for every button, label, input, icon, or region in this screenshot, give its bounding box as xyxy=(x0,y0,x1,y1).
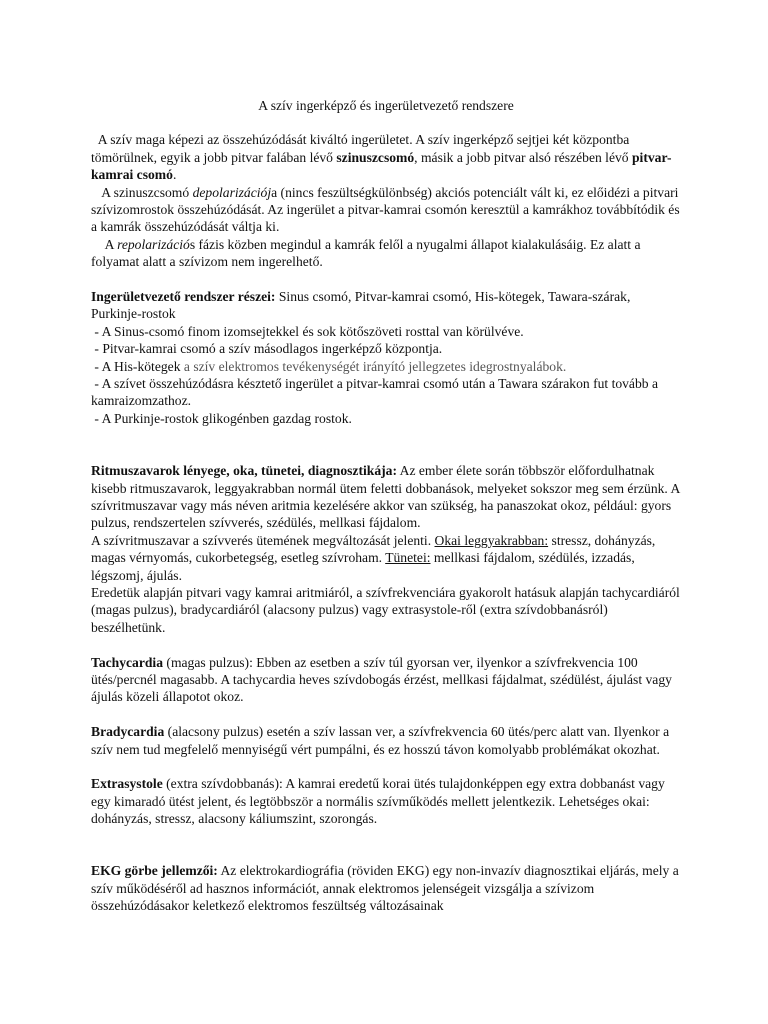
arrhythmia-text: Az ember élete során többször előfordulhatnak kisebb ritmuszavarok, leggyakrabban normál ütem feletti dobbanások, melyeket sokszor meg sem érzünk. A szívritmuszavar vagy más néven aritmia kezelésére akkor van szükség, ha panaszokat okoz, például: gyors pulzus, rendszertelen szívverés, szédülés, mellkasi fájdalom. xyxy=(91,463,680,531)
conduction-item-3 xyxy=(91,358,681,375)
term-pitvar-kamrai-csomo: pitvar-kamrai csomó xyxy=(91,149,672,183)
tachycardia-paragraph xyxy=(91,654,681,706)
intro-text-2a: A szinuszcsomó xyxy=(91,184,193,200)
conduction-item-3-period: . xyxy=(562,358,567,374)
arrhythmia-text-2c: mellkasi fájdalom, szédülés, izzadás, légszomj, ájulás. xyxy=(91,550,635,583)
arrhythmia-paragraph-1 xyxy=(91,462,681,532)
extrasystole-paragraph xyxy=(91,775,681,827)
conduction-item-3-gray-text: a szív elektromos tevékenységét irányító jellegzetes idegrostnyalábok xyxy=(183,358,563,374)
term-depolarizacio: depolarizációj xyxy=(192,184,272,200)
intro-text-3a: A xyxy=(91,236,118,252)
conduction-heading-paragraph xyxy=(91,288,681,323)
intro-text-1a: A szív maga képezi az összehúzódását kiváltó ingerületet. A szív ingerképző sejtjei két központba tömörülnek, egyik a jobb pitvar falában lévő xyxy=(91,132,633,165)
intro-paragraph-1 xyxy=(91,131,681,183)
document-page xyxy=(91,97,684,915)
bradycardia-label: Bradycardia xyxy=(91,724,165,740)
intro-text-3b: s fázis közben megindul a kamrák felől a nyugalmi állapot kialakulásáig. Ez alatt a folyamat alatt a szívizom nem ingerelhető. xyxy=(91,236,644,270)
intro-text-2b: a (nincs feszültségkülönbség) akciós potenciált vált ki, ez előidézi a pitvari szívizomrostok összehúzódását. Az ingerület a pitvar-kamrai csomón keresztül a kamrákhoz továbbítódik és a kamrák összehúzódását váltja ki. xyxy=(91,184,684,235)
intro-paragraph-2 xyxy=(91,184,684,236)
symptoms-label: Tünetei: xyxy=(385,550,431,566)
bradycardia-paragraph xyxy=(91,723,681,758)
bradycardia-text: (alacsony pulzus) esetén a szív lassan ver, a szívfrekvencia 60 ütés/perc alatt van. Ilyenkor a szív nem tud megfelelő mennyiségű vért pumpálni, és ez hosszú távon komolyabb problémákat okozhat. xyxy=(91,724,670,757)
ekg-label: EKG görbe jellemzői: xyxy=(91,863,218,879)
ekg-paragraph xyxy=(91,862,681,914)
extrasystole-text: (extra szívdobbanás): A kamrai eredetű korai ütés tulajdonképpen egy extra dobbanást vagy egy kimaradó ütést jelent, és legtöbbször a normális szívműködés mellett jelentkezik. Lehetséges okai: dohányzás, stressz, alacsony káliumszint, szorongás. xyxy=(91,776,665,827)
extrasystole-label: Extrasystole xyxy=(91,776,163,792)
term-repolarizacio: repolarizáció xyxy=(117,236,190,252)
arrhythmia-text-2b: stressz, dohányzás, magas vérnyomás, cukorbetegség, esetleg szívroham. xyxy=(91,532,656,566)
conduction-item-2: - Pitvar-kamrai csomó a szív másodlagos ingerképző központja. xyxy=(91,341,443,357)
conduction-label: Ingerületvezető rendszer részei: xyxy=(91,289,276,305)
intro-text-1d: . xyxy=(172,167,177,183)
tachycardia-label: Tachycardia xyxy=(91,654,164,670)
ekg-text: Az elektrokardiográfia (röviden EKG) egy non-invazív diagnosztikai eljárás, mely a szív működéséről ad hasznos információt, annak elektromos jelenségeit vizsgálja a szívizom összehúzódásakor keletkező elektromos feszültség változásainak xyxy=(91,863,679,914)
term-szinuszcsomo: szinuszcsomó xyxy=(336,149,415,165)
intro-paragraph-3 xyxy=(91,236,681,271)
conduction-item-4: - A szívet összehúzódásra késztető ingerület a pitvar-kamrai csomó után a Tawara szárakon fut tovább a kamraizomzathoz. xyxy=(91,376,662,409)
conduction-text: Sinus csomó, Pitvar-kamrai csomó, His-kötegek, Tawara-szárak, Purkinje-rostok xyxy=(91,289,631,322)
arrhythmia-paragraph-3: Eredetük alapján pitvari vagy kamrai aritmiáról, a szívfrekvenciára gyakorolt hatásuk alapján tachycardiáról (magas pulzus), bradycardiáról (alacsony pulzus) vagy extrasystole-ről (extra szívdobbanásról) beszélhetünk. xyxy=(91,584,680,635)
intro-text-1c: , másik a jobb pitvar alsó részében lévő xyxy=(414,149,632,165)
conduction-item-5: - A Purkinje-rostok glikogénben gazdag rostok. xyxy=(91,410,352,426)
conduction-item-3-prefix: - A His-kötegek xyxy=(91,358,184,374)
conduction-item-1: - A Sinus-csomó finom izomsejtekkel és sok kötőszöveti rosttal van körülvéve. xyxy=(91,323,524,339)
arrhythmia-paragraph-2 xyxy=(91,532,681,584)
causes-label: Okai leggyakrabban: xyxy=(434,532,549,548)
arrhythmia-label: Ritmuszavarok lényege, oka, tünetei, diagnosztikája: xyxy=(91,463,397,479)
tachycardia-text: (magas pulzus): Ebben az esetben a szív túl gyorsan ver, ilyenkor a szívfrekvencia 100 ütés/percnél magasabb. A tachycardia heves szívdobogás érzést, mellkasi fájdalmat, szédülést, ájulást vagy ájulás közeli állapotot okoz. xyxy=(91,654,672,705)
arrhythmia-text-2a: A szívritmuszavar a szívverés ütemének megváltozását jelenti. xyxy=(91,532,435,548)
document-title: A szív ingerképző és ingerületvezető rendszere xyxy=(258,98,514,113)
